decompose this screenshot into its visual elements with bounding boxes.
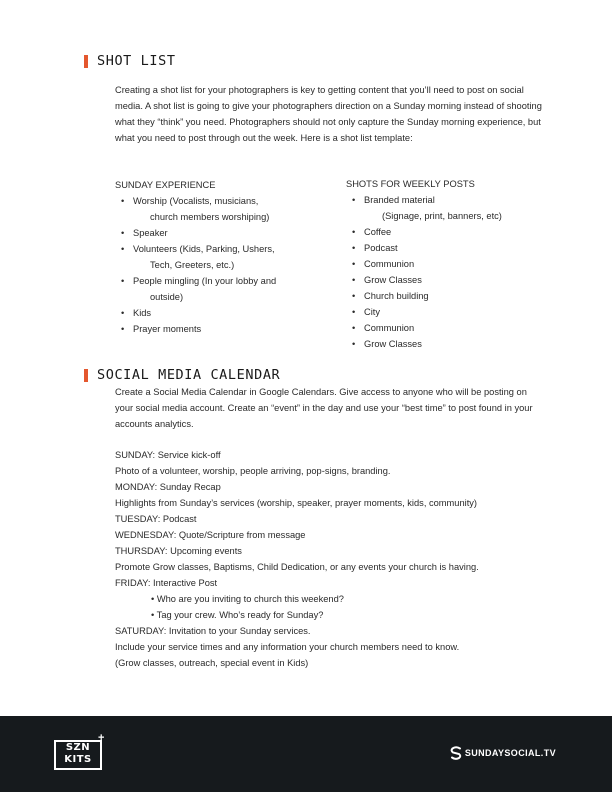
schedule-line: FRIDAY: Interactive Post xyxy=(115,578,218,588)
list-item-text: Podcast xyxy=(364,243,398,253)
bullet-icon: • xyxy=(352,339,356,349)
schedule-line: Include your service times and any information your church members need to know. xyxy=(115,642,460,652)
list-item xyxy=(115,193,335,225)
bullet-icon: • xyxy=(121,324,125,334)
logo-line: SZN xyxy=(65,742,91,753)
schedule-line: TUESDAY: Podcast xyxy=(115,514,197,524)
schedule-line: (Grow classes, outreach, special event in Kids) xyxy=(115,658,309,668)
list-item xyxy=(346,320,556,336)
list-item-continuation: Tech, Greeters, etc.) xyxy=(150,260,235,270)
bullet-icon: • xyxy=(352,323,356,333)
list-item xyxy=(346,288,556,304)
s-swirl-icon xyxy=(450,746,462,760)
list-item xyxy=(115,273,335,305)
list-item-text: Church building xyxy=(364,291,429,301)
accent-bar xyxy=(84,55,88,68)
list-item-text: Volunteers (Kids, Parking, Ushers, xyxy=(133,244,275,254)
list-item-continuation: (Signage, print, banners, etc) xyxy=(382,211,502,221)
list-item xyxy=(115,305,335,321)
schedule-line: SATURDAY: Invitation to your Sunday services. xyxy=(115,626,311,636)
weekly-list xyxy=(346,192,556,352)
shot-list-header xyxy=(84,53,176,69)
column-heading: SUNDAY EXPERIENCE xyxy=(115,180,216,190)
bullet-icon: • xyxy=(352,227,356,237)
list-item-text: Kids xyxy=(133,308,152,318)
schedule-line: THURSDAY: Upcoming events xyxy=(115,546,242,556)
list-item xyxy=(346,192,556,224)
bullet-icon: • xyxy=(352,291,356,301)
weekly-posts-column xyxy=(346,176,556,352)
friday-bullet: • Who are you inviting to church this weekend? xyxy=(151,594,344,604)
list-item-text: Coffee xyxy=(364,227,392,237)
list-item xyxy=(346,272,556,288)
bullet-icon: • xyxy=(121,308,125,318)
list-item-text: Grow Classes xyxy=(364,339,422,349)
bullet-icon: • xyxy=(121,196,125,206)
list-item xyxy=(346,304,556,320)
list-item-text: Speaker xyxy=(133,228,168,238)
bullet-icon: • xyxy=(121,276,125,286)
schedule-line: Photo of a volunteer, worship, people arriving, pop-signs, branding. xyxy=(115,466,391,476)
column-heading: SHOTS FOR WEEKLY POSTS xyxy=(346,179,475,189)
bullet-icon: • xyxy=(121,244,125,254)
bullet-icon: • xyxy=(352,275,356,285)
list-item xyxy=(115,321,335,337)
bullet-icon: • xyxy=(352,307,356,317)
list-item-continuation: church members worshiping) xyxy=(150,212,270,222)
sunday-social-brand xyxy=(450,746,556,760)
bullet-icon: • xyxy=(352,195,356,205)
schedule-line: WEDNESDAY: Quote/Scripture from message xyxy=(115,530,306,540)
list-item-text: People mingling (In your lobby and xyxy=(133,276,277,286)
bullet-icon: • xyxy=(352,259,356,269)
list-item xyxy=(346,224,556,240)
calendar-header xyxy=(84,367,280,383)
weekly-schedule xyxy=(115,447,555,671)
calendar-intro: Create a Social Media Calendar in Google Calendars. Give access to anyone who will be posting on your social media account. Create an “event” in the day and use your “best time” to post found in your accounts analytics. xyxy=(115,387,533,429)
list-item-text: Worship (Vocalists, musicians, xyxy=(133,196,259,206)
list-item xyxy=(346,256,556,272)
list-item-text: Branded material xyxy=(364,195,435,205)
accent-bar xyxy=(84,369,88,382)
logo-line: KITS xyxy=(64,754,92,765)
footer xyxy=(0,716,612,792)
list-item-text: Communion xyxy=(364,323,415,333)
bullet-icon: • xyxy=(352,243,356,253)
list-item-text: City xyxy=(364,307,381,317)
list-item xyxy=(115,241,335,273)
schedule-line: SUNDAY: Service kick-off xyxy=(115,450,221,460)
friday-bullet: • Tag your crew. Who’s ready for Sunday? xyxy=(151,610,324,620)
schedule-line: Highlights from Sunday’s services (worship, speaker, prayer moments, kids, community) xyxy=(115,498,478,508)
schedule-line: Promote Grow classes, Baptisms, Child Dedication, or any events your church is having. xyxy=(115,562,479,572)
section-title: SOCIAL MEDIA CALENDAR xyxy=(97,367,281,383)
list-item xyxy=(346,336,556,352)
list-item-text: Communion xyxy=(364,259,415,269)
list-item xyxy=(346,240,556,256)
list-item-text: Grow Classes xyxy=(364,275,422,285)
bullet-icon: • xyxy=(121,228,125,238)
schedule-line: MONDAY: Sunday Recap xyxy=(115,482,221,492)
section-title: SHOT LIST xyxy=(97,53,176,69)
szn-kits-logo xyxy=(54,740,102,770)
logo-plus: + xyxy=(98,732,105,744)
list-item-continuation: outside) xyxy=(150,292,184,302)
list-item-text: Prayer moments xyxy=(133,324,202,334)
list-item xyxy=(115,225,335,241)
shot-list-intro: Creating a shot list for your photographers is key to getting content that you’ll need to post on social media. A shot list is going to give your photographers direction on a Sunday morning instead of shooting what they “think” you need. Photographers should not only capture the Sunday morning experience, but what you need to post through out the week. Here is a shot list template: xyxy=(115,85,542,143)
brand-text: SUNDAYSOCIAL.TV xyxy=(464,748,556,758)
sunday-experience-column xyxy=(115,177,335,337)
sunday-list xyxy=(115,193,335,337)
